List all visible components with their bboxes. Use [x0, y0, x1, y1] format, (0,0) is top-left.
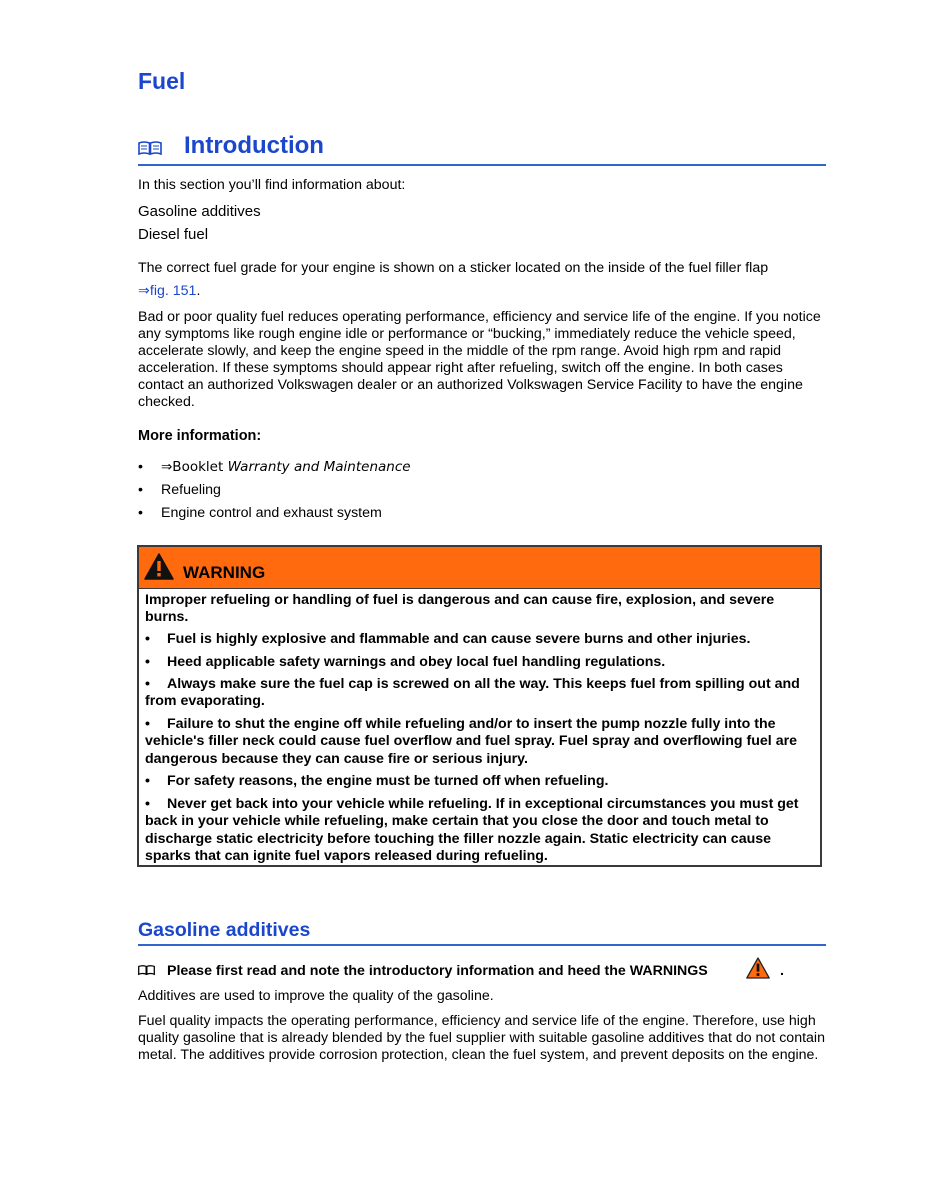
section-title: Introduction [184, 132, 324, 159]
warning-item: • Always make sure the fuel cap is screwed on all the way. This keeps fuel from spilling out and from evaporating. [145, 676, 800, 710]
fig-period: . [196, 283, 201, 299]
bad-fuel-paragraph: Bad or poor quality fuel reduces operating performance, efficiency and service life of the engine. If you notice any symptoms like rough engine idle or performance or “bucking,” immediately reduce the vehicle speed, accelerate slowly, and keep the engine speed in the middle of the rpm range. Avoid high rpm and rapid acceleration. If these symptoms should appear right after refueling, switch off the engine. In both cases contact an authorized Volkswagen dealer or an authorized Volkswagen Service Facility to have the engine checked. [138, 309, 821, 410]
booklet-prefix: ⇒Booklet [161, 459, 228, 475]
warning-item: • Heed applicable safety warnings and obey local fuel handling regulations. [145, 654, 666, 670]
list-item[interactable]: • Refueling [138, 482, 221, 498]
fig-reference-line [138, 283, 828, 300]
section-heading-gasoline-additives [138, 918, 826, 946]
warning-item: • Failure to shut the engine off while refueling and/or to insert the pump nozzle fully into the vehicle's filler neck could cause fuel overflow and fuel spray. Fuel spray and overflowing fuel are dangerous because they can cause fire or serious injury. [145, 716, 797, 767]
warning-item: • Fuel is highly explosive and flammable and can cause severe burns and other injuries. [145, 631, 751, 647]
warning-label: WARNING [183, 563, 266, 582]
warning-triangle-icon [144, 553, 174, 585]
fig-arrow: ⇒ [138, 283, 150, 299]
warning-triangle-icon[interactable] [746, 957, 770, 983]
intro-text: In this section you’ll find information about: [138, 177, 406, 193]
section-title: Gasoline additives [138, 919, 311, 941]
gasoline-paragraph-2: Fuel quality impacts the operating performance, efficiency and service life of the engine. Therefore, use high quality gasoline that is already blended by the fuel supplier with suitable gasoline additives that do not contain metal. The additives provide corrosion protection, clean the fuel system, and prevent deposits on the engine. [138, 1013, 825, 1063]
section-heading-introduction [138, 132, 826, 166]
book-icon [138, 140, 162, 161]
gasoline-paragraph-1: Additives are used to improve the quality of the gasoline. [138, 988, 494, 1004]
warning-box [137, 545, 822, 867]
list-item-label: Engine control and exhaust system [161, 505, 382, 521]
list-item-label: Refueling [161, 482, 221, 498]
warning-header [139, 547, 820, 589]
more-info-heading: More information: [138, 428, 262, 444]
fuel-grade-text: The correct fuel grade for your engine is shown on a sticker located on the inside of the fuel filler flap [138, 260, 769, 276]
topic-gasoline-additives[interactable]: Gasoline additives [138, 203, 261, 220]
topic-diesel-fuel[interactable]: Diesel fuel [138, 226, 209, 243]
list-item[interactable]: • Engine control and exhaust system [138, 505, 382, 521]
warning-item: • For safety reasons, the engine must be turned off when refueling. [145, 773, 609, 789]
warning-lead: Improper refueling or handling of fuel is dangerous and can cause fire, explosion, and severe burns. [145, 592, 775, 626]
more-info-list [138, 459, 828, 528]
warning-item: • Never get back into your vehicle while refueling. If in exceptional circumstances you must get back in your vehicle while refueling, make certain that you close the door and touch metal to discharge static electricity before touching the filler nozzle again. Static electricity can cause sparks that can ignite fuel vapors released during refueling. [145, 796, 799, 864]
note-text: Please first read and note the introductory information and heed the WARNINGS [167, 963, 708, 979]
fig-link[interactable]: fig. 151 [149, 283, 197, 299]
book-icon [138, 964, 155, 980]
page-title: Fuel [138, 68, 186, 94]
list-item[interactable]: • ⇒Booklet Warranty and Maintenance [138, 459, 411, 475]
booklet-title: Warranty and Maintenance [227, 459, 411, 475]
note-period: . [780, 963, 784, 979]
